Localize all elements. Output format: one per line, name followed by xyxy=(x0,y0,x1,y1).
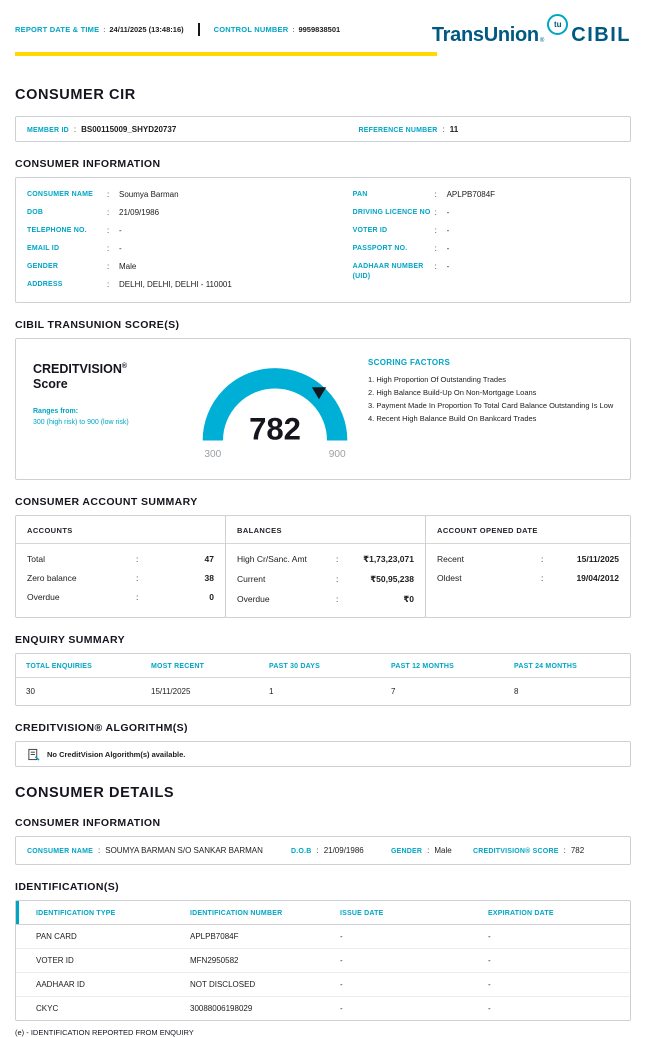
control-number-group xyxy=(214,25,341,34)
report-header xyxy=(15,0,631,47)
info-row xyxy=(353,190,619,200)
enquiry-table-header xyxy=(16,654,630,678)
cell: 1 xyxy=(269,687,274,696)
field-label: CONSUMER NAME xyxy=(27,191,93,198)
field-value: - xyxy=(446,262,450,271)
column-header: PAST 12 MONTHS xyxy=(391,663,454,670)
field-value: Male xyxy=(119,262,137,271)
scale-min-label: 300 xyxy=(204,449,222,461)
table-row xyxy=(16,973,630,997)
account-opened-header: ACCOUNT OPENED DATE xyxy=(426,516,630,544)
summary-row xyxy=(237,574,414,585)
cell: 7 xyxy=(391,687,396,696)
summary-row xyxy=(237,554,414,565)
colon-separator: : xyxy=(107,262,110,271)
colon-separator: : xyxy=(73,124,77,134)
registered-mark-icon: ® xyxy=(121,363,128,370)
cell: 30 xyxy=(26,687,35,696)
identifications-title: IDENTIFICATION(S) xyxy=(15,881,120,893)
scale-max-label: 900 xyxy=(328,449,346,461)
logo-cibil-text: CIBIL xyxy=(571,24,631,46)
scoring-factor: 4. Recent High Balance Build On Bankcard Trades xyxy=(368,414,537,423)
colon-separator: : xyxy=(136,573,139,583)
colon-separator: : xyxy=(434,262,437,271)
field-label: CREDITVISION® SCORE xyxy=(473,848,559,855)
table-row xyxy=(16,925,630,949)
field-label: D.O.B xyxy=(291,848,312,855)
colon-separator: : xyxy=(541,573,544,583)
colon-separator: : xyxy=(434,226,437,235)
field-label: GENDER xyxy=(391,848,423,855)
transunion-cibil-logo xyxy=(432,14,631,47)
field-value: 21/09/1986 xyxy=(119,208,160,217)
cell: - xyxy=(340,980,343,989)
logo-transunion-text: TransUnion xyxy=(431,24,539,46)
info-row xyxy=(353,208,619,218)
info-row xyxy=(27,208,353,218)
info-row xyxy=(353,244,619,254)
column-header: ISSUE DATE xyxy=(340,910,384,917)
field-value: Soumya Barman xyxy=(119,190,179,199)
identification-footnote: (e) - IDENTIFICATION REPORTED FROM ENQUIRY xyxy=(15,1028,194,1037)
consumer-information-box xyxy=(15,177,631,303)
row-label: High Cr/Sanc. Amt xyxy=(237,554,307,564)
colon-separator: : xyxy=(292,25,295,34)
row-value: 0 xyxy=(209,592,214,602)
colon-separator: : xyxy=(136,592,139,602)
control-number-value: 9959838501 xyxy=(298,25,341,34)
enquiry-summary-title: ENQUIRY SUMMARY xyxy=(15,634,126,646)
field-value: - xyxy=(446,208,450,217)
row-label: Current xyxy=(237,574,266,584)
row-value: 47 xyxy=(204,554,214,564)
no-algorithms-icon xyxy=(27,748,40,761)
report-date-label: REPORT DATE & TIME xyxy=(15,25,100,34)
creditvision-text: CREDITVISION xyxy=(33,362,122,377)
score-word: Score xyxy=(33,377,68,392)
summary-row xyxy=(437,573,619,583)
field-value: - xyxy=(119,244,122,253)
cell: - xyxy=(340,956,343,965)
control-number-label: CONTROL NUMBER xyxy=(213,25,289,34)
score-ranges xyxy=(33,407,186,427)
account-opened-body xyxy=(426,544,630,595)
report-date-group xyxy=(15,25,184,34)
info-row xyxy=(353,262,619,282)
accounts-header: ACCOUNTS xyxy=(16,516,225,544)
field-label: DRIVING LICENCE NO xyxy=(352,209,431,216)
column-header: PAST 30 DAYS xyxy=(269,663,321,670)
colon-separator: : xyxy=(434,190,437,199)
row-value: ₹1,73,23,071 xyxy=(363,554,414,564)
row-value: 38 xyxy=(204,573,214,583)
cell: - xyxy=(488,1004,491,1013)
cell: PAN CARD xyxy=(36,932,77,941)
info-row xyxy=(27,280,353,290)
info-row xyxy=(27,262,353,272)
field-value: - xyxy=(119,226,122,235)
cell: MFN2950582 xyxy=(190,956,239,965)
info-row xyxy=(27,244,353,254)
row-value: 15/11/2025 xyxy=(576,554,619,564)
cell: CKYC xyxy=(36,1004,59,1013)
cell: 15/11/2025 xyxy=(151,687,191,696)
member-id-group xyxy=(27,125,359,134)
info-row xyxy=(27,226,353,236)
colon-separator: : xyxy=(107,208,110,217)
no-algorithms-message: No CreditVision Algorithm(s) available. xyxy=(47,749,186,759)
field-value: - xyxy=(446,244,450,253)
header-divider xyxy=(198,23,200,36)
enquiry-summary-table xyxy=(15,653,631,706)
row-label: Overdue xyxy=(27,592,60,602)
colon-separator: : xyxy=(316,846,319,855)
enquiry-table-row xyxy=(16,678,630,705)
field-label: DOB xyxy=(27,209,44,216)
scoring-factor: 1. High Proportion Of Outstanding Trades xyxy=(368,375,506,384)
field-label: GENDER xyxy=(27,263,59,270)
field-value: 21/09/1986 xyxy=(323,846,364,855)
colon-separator: : xyxy=(427,846,430,855)
member-reference-bar xyxy=(15,116,631,142)
cell: APLPB7084F xyxy=(190,932,239,941)
summary-row xyxy=(27,592,214,602)
summary-row xyxy=(27,573,214,583)
consumer-details-box xyxy=(15,836,631,865)
algorithms-title: CREDITVISION® ALGORITHM(S) xyxy=(15,722,188,734)
field-label: ADDRESS xyxy=(27,281,63,288)
detail-field xyxy=(291,846,391,855)
cell: - xyxy=(340,932,343,941)
row-value: ₹50,95,238 xyxy=(370,574,414,584)
colon-separator: : xyxy=(107,244,110,253)
cell: VOTER ID xyxy=(36,956,74,965)
row-label: Overdue xyxy=(237,594,270,604)
summary-row xyxy=(237,594,414,605)
cell: - xyxy=(340,1004,343,1013)
field-label: AADHAAR NUMBER (UID) xyxy=(352,263,424,280)
info-row xyxy=(353,226,619,236)
account-summary-row xyxy=(15,515,631,618)
tu-badge-text: tu xyxy=(554,20,562,29)
cell: - xyxy=(488,956,491,965)
field-label: EMAIL ID xyxy=(27,245,60,252)
field-value: APLPB7084F xyxy=(446,190,496,199)
colon-separator: : xyxy=(107,190,110,199)
member-id-label: MEMBER ID xyxy=(27,126,69,134)
detail-field xyxy=(27,846,291,855)
field-label: PASSPORT NO. xyxy=(352,245,408,252)
consumer-information-title: CONSUMER INFORMATION xyxy=(15,158,161,170)
cell: 30088006198029 xyxy=(190,1004,253,1013)
header-rule xyxy=(15,52,631,56)
registered-mark-icon: ® xyxy=(539,38,545,44)
field-value: DELHI, DELHI, DELHI - 110001 xyxy=(119,280,232,289)
column-header: EXPIRATION DATE xyxy=(488,910,554,917)
detail-field xyxy=(391,846,473,855)
score-gauge-svg xyxy=(191,352,359,462)
balances-body xyxy=(226,544,425,617)
row-label: Recent xyxy=(437,554,464,564)
column-header: IDENTIFICATION TYPE xyxy=(36,910,116,917)
cell: - xyxy=(488,932,491,941)
member-id-value: BS00115009_SHYD20737 xyxy=(81,124,177,134)
cell: AADHAAR ID xyxy=(36,980,85,989)
reference-number-value: 11 xyxy=(449,124,459,134)
cell: 8 xyxy=(514,687,519,696)
row-label: Zero balance xyxy=(27,573,77,583)
summary-row xyxy=(27,554,214,564)
consumer-details-title: CONSUMER DETAILS xyxy=(15,785,175,801)
consumer-info-right-column xyxy=(353,190,619,298)
scoring-factor: 2. High Balance Build-Up On Non-Mortgage Loans xyxy=(368,388,537,397)
consumer-info-left-column xyxy=(27,190,353,298)
ranges-label: Ranges from: xyxy=(33,408,79,416)
details-info-title: CONSUMER INFORMATION xyxy=(15,817,161,829)
colon-separator: : xyxy=(541,554,544,564)
row-value: ₹0 xyxy=(403,594,414,604)
colon-separator: : xyxy=(434,244,437,253)
identifications-table xyxy=(15,900,631,1021)
colon-separator: : xyxy=(98,846,101,855)
cell: - xyxy=(488,980,491,989)
accounts-body xyxy=(16,544,225,614)
column-header: MOST RECENT xyxy=(151,663,205,670)
report-date-value: 24/11/2025 (13:48:16) xyxy=(109,25,184,34)
report-meta xyxy=(15,14,340,36)
table-row xyxy=(16,949,630,973)
balances-header: BALANCES xyxy=(226,516,425,544)
colon-separator: : xyxy=(442,124,445,134)
score-gauge xyxy=(186,339,364,479)
row-label: Oldest xyxy=(437,573,462,583)
column-header: TOTAL ENQUIRIES xyxy=(26,663,93,670)
scoring-factor: 3. Payment Made In Proportion To Total Card Balance Outstanding Is Low xyxy=(368,401,614,410)
row-value: 19/04/2012 xyxy=(576,573,619,583)
column-header: IDENTIFICATION NUMBER xyxy=(190,910,283,917)
field-label: CONSUMER NAME xyxy=(27,848,93,855)
balances-box xyxy=(225,515,426,618)
field-value: 782 xyxy=(570,846,585,855)
colon-separator: : xyxy=(336,554,339,564)
score-product-panel xyxy=(16,339,186,479)
colon-separator: : xyxy=(107,226,110,235)
colon-separator: : xyxy=(336,574,339,584)
row-label: Total xyxy=(27,554,45,564)
scoring-factors-title: SCORING FACTORS xyxy=(368,358,451,367)
reference-number-group xyxy=(359,125,459,134)
cell: NOT DISCLOSED xyxy=(190,980,256,989)
algorithms-box xyxy=(15,741,631,767)
field-value: SOUMYA BARMAN S/O SANKAR BARMAN xyxy=(105,846,263,855)
detail-field xyxy=(473,846,619,855)
ranges-value: 300 (high risk) to 900 (low risk) xyxy=(33,419,129,427)
score-section-title: CIBIL TRANSUNION SCORE(S) xyxy=(15,319,180,331)
creditvision-title xyxy=(33,359,186,377)
table-row xyxy=(16,997,630,1020)
tu-badge-icon xyxy=(547,14,568,35)
colon-separator: : xyxy=(434,208,437,217)
colon-separator: : xyxy=(563,846,566,855)
reference-number-label: REFERENCE NUMBER xyxy=(358,126,438,134)
summary-row xyxy=(437,554,619,564)
colon-separator: : xyxy=(136,554,139,564)
field-value: Male xyxy=(434,846,452,855)
field-label: VOTER ID xyxy=(352,227,388,234)
info-row xyxy=(27,190,353,200)
page-title: CONSUMER CIR xyxy=(15,87,136,103)
score-value: 782 xyxy=(249,411,301,447)
colon-separator: : xyxy=(336,594,339,604)
identifications-table-header xyxy=(16,901,630,925)
field-value: - xyxy=(446,226,450,235)
field-label: PAN xyxy=(352,191,368,198)
accounts-box xyxy=(15,515,226,618)
score-box xyxy=(15,338,631,480)
account-summary-title: CONSUMER ACCOUNT SUMMARY xyxy=(15,496,198,508)
column-header: PAST 24 MONTHS xyxy=(514,663,577,670)
colon-separator: : xyxy=(103,25,106,34)
colon-separator: : xyxy=(107,280,110,289)
field-label: TELEPHONE NO. xyxy=(27,227,87,234)
scoring-factors-panel xyxy=(364,339,630,479)
yellow-rule xyxy=(15,52,437,56)
account-opened-date-box xyxy=(425,515,631,618)
